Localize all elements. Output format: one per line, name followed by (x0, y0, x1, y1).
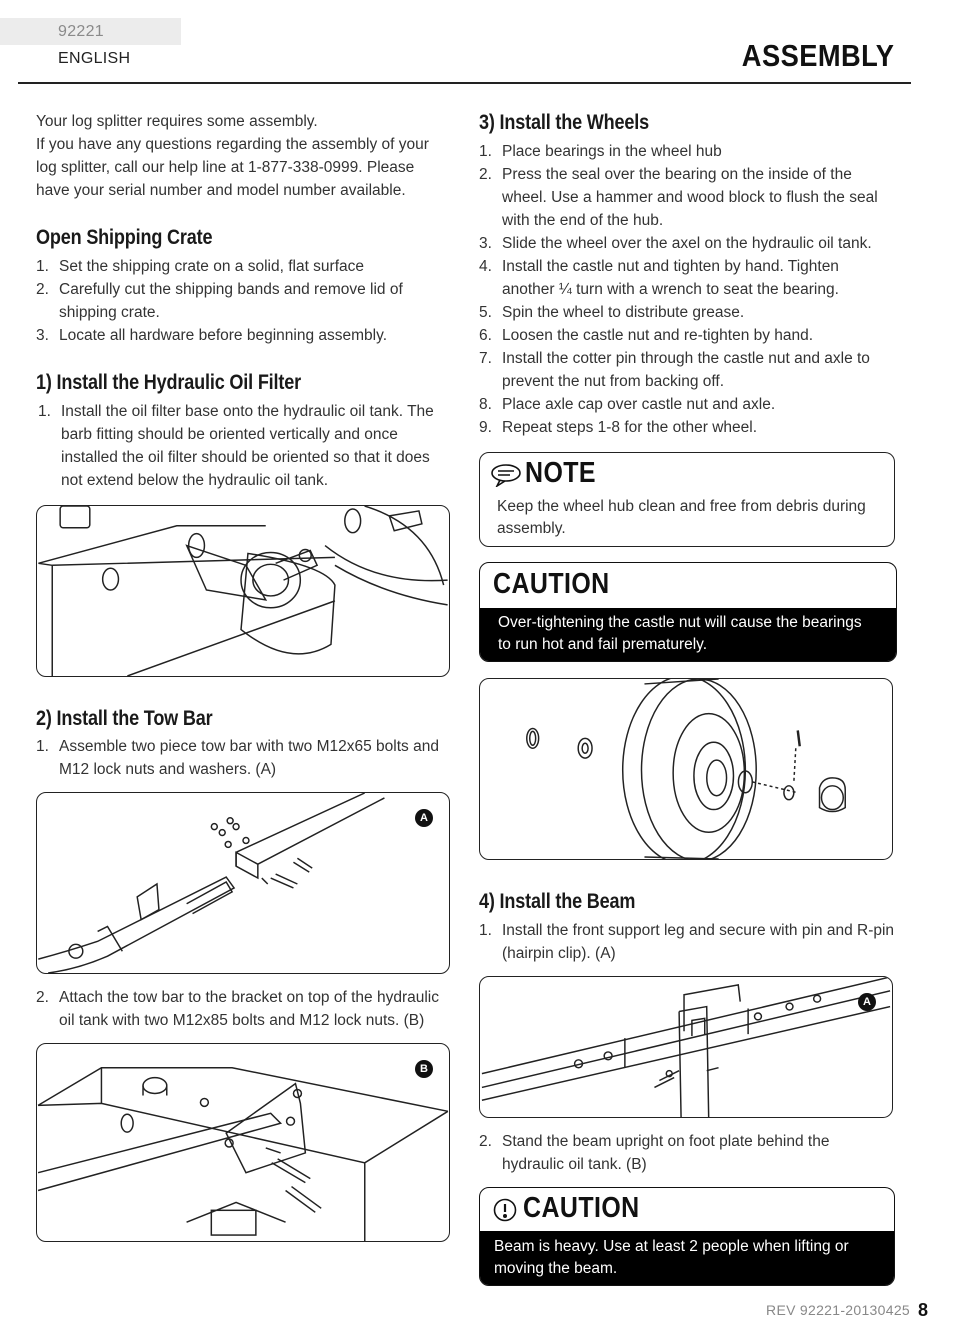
list-item: 3. Locate all hardware before beginning assembly. (36, 327, 387, 344)
caution-box-castle-nut (479, 562, 897, 662)
list-item: 8. Place axle cap over castle nut and axle. (479, 396, 776, 413)
header-rule (18, 82, 911, 84)
list-item: 9. Repeat steps 1-8 for the other wheel. (479, 419, 758, 436)
figure-label-b: B (415, 1060, 433, 1078)
beam-steps-1 (479, 919, 895, 965)
intro-line-1: Your log splitter requires some assembly. (36, 113, 318, 130)
page-number: 8 (917, 1300, 928, 1320)
beam-steps-2 (479, 1130, 895, 1176)
list-item: 1. Install the oil filter base onto the hydraulic oil tank. The barb fitting should be oriented vertically and once installed the oil filter should be oriented so that it does not extend below the hydraulic oil tank. (38, 403, 434, 489)
oil-filter-illustration (36, 505, 450, 677)
tow-bar-illustration-b (36, 1043, 450, 1242)
note-box (479, 452, 895, 547)
list-item: 7. Install the cotter pin through the castle nut and axle to prevent the nut from backing off. (479, 350, 870, 390)
caution-title: CAUTION (493, 568, 610, 600)
list-item: 6. Loosen the castle nut and re-tighten by hand. (479, 327, 814, 344)
model-number: 92221 (58, 23, 104, 40)
tow-bar-steps-1 (36, 735, 452, 781)
beam-illustration (479, 976, 893, 1118)
figure-label-a: A (415, 809, 433, 827)
caution-header (480, 563, 896, 608)
note-text: Keep the wheel hub clean and free from debris during assembly. (497, 498, 866, 537)
caution-text: Beam is heavy. Use at least 2 people when lifting or moving the beam. (480, 1231, 894, 1286)
speech-bubble-icon (490, 463, 522, 487)
list-item: 2. Carefully cut the shipping bands and remove lid of shipping crate. (36, 281, 403, 321)
list-item: 2. Stand the beam upright on foot plate behind the hydraulic oil tank. (B) (479, 1133, 830, 1173)
list-item: 1. Set the shipping crate on a solid, flat surface (36, 258, 365, 275)
open-crate-heading: Open Shipping Crate (36, 226, 213, 249)
revision-code: REV 92221-20130425 (766, 1302, 910, 1318)
list-item: 1. Install the front support leg and secure with pin and R-pin (hairpin clip). (A) (479, 922, 895, 962)
caution-box-beam (479, 1187, 895, 1286)
open-crate-steps (36, 255, 452, 347)
list-item: 3. Slide the wheel over the axel on the hydraulic oil tank. (479, 235, 872, 252)
wheel-illustration (479, 678, 893, 860)
language-label: ENGLISH (58, 50, 131, 67)
wheels-heading: 3) Install the Wheels (479, 111, 650, 134)
list-item: 2. Press the seal over the bearing on the inside of the wheel. Use a hammer and wood block to flush the seal with the end of the hub. (479, 166, 878, 229)
list-item: 2. Attach the tow bar to the bracket on top of the hydraulic oil tank with two M12x85 bolts and M12 lock nuts. (B) (36, 989, 439, 1029)
intro-line-2: If you have any questions regarding the assembly of your log splitter, call our help line at 1-877-338-0999. Please have your serial number and model number available. (36, 136, 429, 199)
tow-bar-heading: 2) Install the Tow Bar (36, 707, 213, 730)
list-item: 4. Install the castle nut and tighten by hand. Tighten another ¼ turn with a wrench to seat the bearing. (479, 258, 839, 298)
note-title: NOTE (525, 457, 597, 489)
beam-heading: 4) Install the Beam (479, 890, 636, 913)
list-item: 5. Spin the wheel to distribute grease. (479, 304, 745, 321)
list-item: 1. Assemble two piece tow bar with two M12x65 bolts and M12 lock nuts and washers. (A) (36, 738, 439, 778)
wheels-steps (479, 140, 895, 439)
oil-filter-heading: 1) Install the Hydraulic Oil Filter (36, 371, 301, 394)
oil-filter-steps (38, 400, 452, 492)
caution-header (480, 1188, 894, 1231)
intro-text (36, 110, 452, 202)
caution-title: CAUTION (523, 1192, 640, 1224)
warning-icon (493, 1198, 517, 1222)
figure-label-a: A (858, 993, 876, 1011)
page-title: ASSEMBLY (741, 38, 894, 73)
tow-bar-illustration-a (36, 792, 450, 974)
caution-text: Over-tightening the castle nut will cause the bearings to run hot and fail prematurely. (480, 608, 896, 662)
tow-bar-steps-2 (36, 986, 452, 1032)
list-item: 1. Place bearings in the wheel hub (479, 143, 722, 160)
model-language-tab (0, 18, 181, 67)
